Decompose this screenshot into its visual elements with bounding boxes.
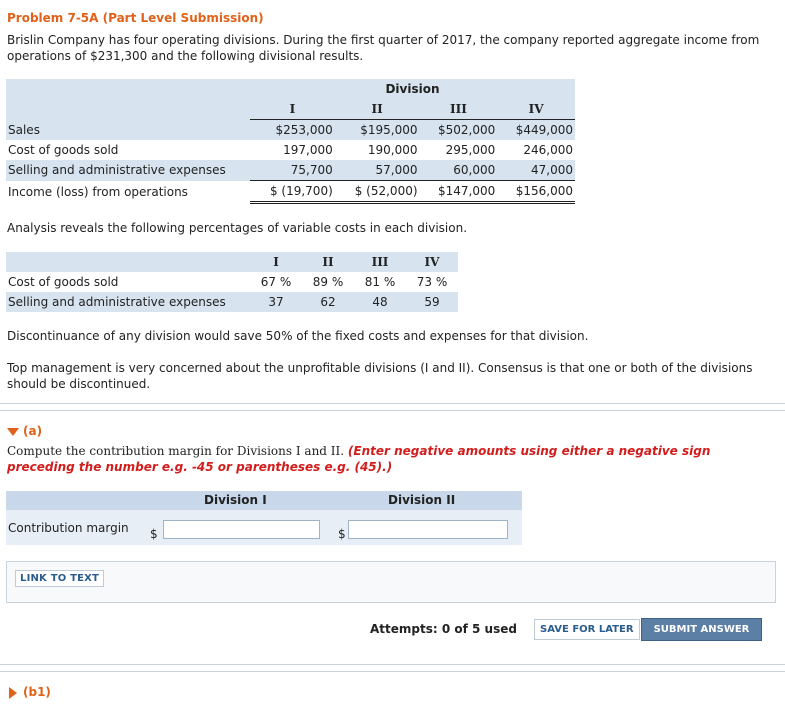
cell: 190,000	[367, 143, 418, 157]
dollar-sign: $	[150, 527, 158, 541]
caret-down-icon	[7, 428, 19, 436]
submit-answer-button[interactable]: SUBMIT ANSWER	[641, 618, 762, 641]
part-a-toggle[interactable]	[7, 424, 42, 438]
dollar-sign: $	[338, 527, 346, 541]
divider	[0, 671, 785, 672]
col-header: I	[273, 255, 279, 269]
cell: $449,000	[515, 123, 573, 137]
cell: 67 %	[260, 275, 292, 289]
cell: 246,000	[523, 143, 573, 157]
division-i-header: Division I	[204, 493, 267, 507]
problem-intro: Brislin Company has four operating divisions. During the first quarter of 2017, the company reported aggregate income from operations of $231,300 and the following divisional results.	[7, 33, 760, 63]
cell: 197,000	[283, 143, 333, 157]
link-to-text-button[interactable]: LINK TO TEXT	[15, 570, 104, 587]
division-ii-contribution-input[interactable]	[348, 520, 508, 539]
row-label: Cost of goods sold	[8, 143, 119, 157]
cell: 75,700	[250, 160, 335, 181]
row-label: Income (loss) from operations	[8, 184, 188, 199]
table-row	[6, 120, 575, 141]
row-label: Selling and administrative expenses	[8, 295, 226, 309]
row-label: Selling and administrative expenses	[8, 163, 226, 178]
cell: 47,000	[497, 160, 575, 181]
part-a-label: (a)	[23, 424, 43, 438]
cell: 89 %	[312, 275, 344, 289]
cell: 295,000	[445, 143, 496, 157]
cell: $502,000	[437, 123, 496, 137]
cell: 37	[268, 295, 284, 309]
discontinuance-text: Discontinuance of any division would save 50% of the fixed costs and expenses for that division.	[7, 329, 589, 343]
table-row	[6, 160, 575, 181]
management-text: Top management is very concerned about the unprofitable divisions (I and II). Consensus is that one or both of the divisions should be discontinued.	[7, 361, 753, 391]
part-b1-label: (b1)	[23, 685, 51, 699]
division-results-table	[6, 79, 575, 204]
col-header: IV	[424, 255, 440, 269]
answer-table	[6, 491, 522, 545]
table-row	[6, 292, 458, 312]
cell: $253,000	[275, 123, 333, 137]
part-a-question	[7, 443, 777, 475]
cell: 59	[424, 295, 440, 309]
link-panel	[6, 561, 776, 603]
question-text: Compute the contribution margin for Divisions I and II.	[7, 444, 345, 458]
row-label: Cost of goods sold	[8, 275, 119, 289]
cell: $ (19,700)	[250, 181, 335, 203]
col-header: I	[250, 99, 335, 120]
analysis-text: Analysis reveals the following percentages of variable costs in each division.	[7, 221, 468, 235]
divider	[0, 664, 785, 665]
save-for-later-button[interactable]: SAVE FOR LATER	[534, 619, 640, 640]
cell: 48	[372, 295, 388, 309]
cell: 73 %	[416, 275, 448, 289]
table-row	[6, 272, 458, 292]
part-b1-toggle[interactable]	[9, 685, 51, 699]
col-header: III	[420, 99, 498, 120]
col-header: II	[322, 255, 334, 269]
col-header: II	[335, 99, 420, 120]
cell: $156,000	[497, 181, 575, 203]
table-row	[6, 140, 575, 160]
cell: $147,000	[420, 181, 498, 203]
cell: 57,000	[335, 160, 420, 181]
problem-title: Problem 7-5A (Part Level Submission)	[7, 11, 264, 25]
cell: $195,000	[360, 123, 418, 137]
divider	[0, 410, 785, 411]
variable-cost-table	[6, 252, 458, 312]
instruction-text: (Enter negative amounts using either a negative sign preceding the number e.g. -45 or parentheses e.g. (45).)	[7, 444, 711, 474]
caret-right-icon	[9, 687, 17, 699]
cell: 81 %	[364, 275, 396, 289]
cell: 62	[320, 295, 336, 309]
col-header: IV	[497, 99, 575, 120]
division-ii-header: Division II	[388, 493, 456, 507]
cell: 60,000	[420, 160, 498, 181]
division-group-header: Division	[385, 82, 440, 96]
cell: $ (52,000)	[335, 181, 420, 203]
contribution-margin-label: Contribution margin	[8, 521, 129, 535]
table-row	[6, 181, 575, 203]
col-header: III	[371, 255, 389, 269]
attempts-counter: Attempts: 0 of 5 used	[370, 622, 517, 636]
divider	[0, 403, 785, 404]
row-label: Sales	[8, 122, 40, 137]
division-i-contribution-input[interactable]	[163, 520, 320, 539]
